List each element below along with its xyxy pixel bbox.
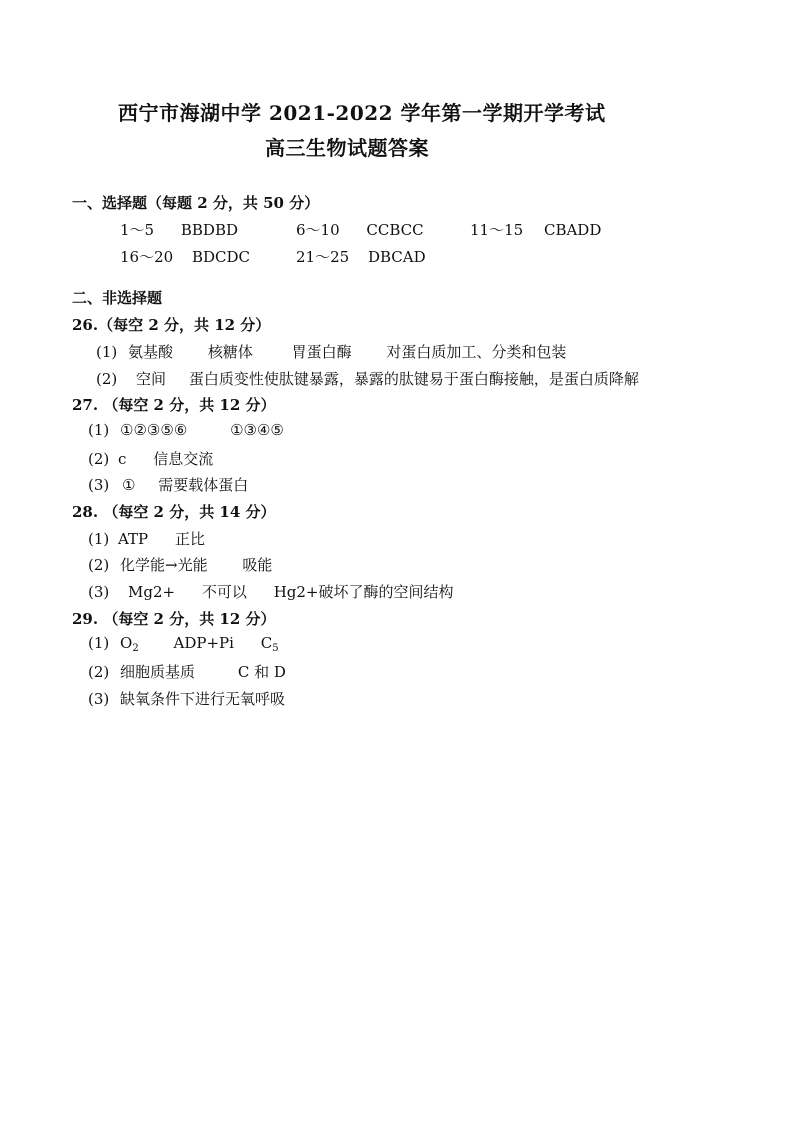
q28-line-3 (88, 581, 453, 602)
part-number: (1) (88, 530, 110, 548)
mc-range: 16～20 (120, 248, 174, 266)
part-number: (3) (88, 690, 110, 708)
mc-row-2b (296, 246, 426, 267)
answer-text (261, 634, 279, 652)
carbon-symbol: C (260, 634, 273, 652)
q28-line-1 (88, 528, 205, 549)
q29-heading: 29. （每空 2 分，共 12 分） (72, 610, 276, 628)
answer-text: ADP+Pi (173, 634, 234, 652)
mc-answer: CCBCC (366, 221, 424, 239)
q29-line-3 (88, 688, 285, 709)
mc-answer: DBCAD (367, 248, 426, 266)
answer-text: Mg2+ (128, 583, 176, 601)
part-number: (3) (88, 583, 110, 601)
answer-text: 需要载体蛋白 (158, 476, 249, 494)
section2-heading: 二、非选择题 (72, 289, 163, 307)
answer-text: 信息交流 (153, 450, 214, 468)
mc-range: 21～25 (296, 248, 350, 266)
answer-text: 对蛋白质加工、分类和包装 (386, 343, 567, 361)
answer-text: ①②③⑤⑥ (120, 421, 188, 439)
part-number: (1) (88, 634, 110, 652)
mc-answer: BBDBD (180, 221, 238, 239)
q29-line-2 (88, 661, 286, 682)
section1-heading: 一、选择题（每题 2 分，共 50 分） (72, 194, 320, 212)
answer-text: 化学能→光能 (120, 556, 208, 574)
q29-line-1 (88, 634, 279, 654)
answer-text: 空间 (136, 370, 167, 388)
q27-heading: 27. （每空 2 分，共 12 分） (72, 396, 276, 414)
answer-text: C 和 D (237, 663, 286, 681)
answer-text: 正比 (174, 530, 205, 548)
answer-text: 蛋白质变性使肽键暴露，暴露的肽键易于蛋白酶接触，是蛋白质降解 (188, 370, 639, 388)
part-number: (2) (96, 370, 118, 388)
q26-line-2 (96, 368, 639, 389)
mc-range: 11～15 (470, 221, 524, 239)
part-number: (2) (88, 663, 110, 681)
mc-range: 1～5 (120, 221, 155, 239)
answer-text: 氨基酸 (128, 343, 174, 361)
part-number: (2) (88, 450, 110, 468)
mc-answer: BDCDC (191, 248, 250, 266)
q27-line-2 (88, 448, 213, 469)
mc-row-1c (470, 219, 601, 240)
mc-answer: CBADD (543, 221, 602, 239)
q26-line-1 (96, 341, 566, 362)
part-number: (1) (96, 343, 118, 361)
mc-row-2 (120, 246, 250, 267)
q27-line-1 (88, 421, 284, 439)
part-number: (3) (88, 476, 110, 494)
answer-text: ① (122, 476, 136, 494)
page-subtitle: 高三生物试题答案 (265, 136, 429, 160)
mc-row-1 (120, 219, 238, 240)
answer-text: 不可以 (201, 583, 247, 601)
answer-text (120, 634, 139, 652)
answer-text: 细胞质基质 (120, 663, 196, 681)
page-title: 西宁市海湖中学 2021-2022 学年第一学期开学考试 (118, 101, 606, 125)
q26-heading: 26.（每空 2 分，共 12 分） (72, 316, 271, 334)
answer-text: ①③④⑤ (230, 421, 284, 439)
q27-line-3 (88, 474, 248, 495)
subscript: 5 (272, 643, 279, 654)
q28-line-2 (88, 554, 272, 575)
subscript: 2 (132, 643, 139, 654)
q28-heading: 28. （每空 2 分，共 14 分） (72, 503, 276, 521)
answer-text: ATP (118, 530, 149, 548)
answer-text: 核糖体 (207, 343, 253, 361)
answer-text: c (118, 450, 127, 468)
mc-row-1b (296, 219, 424, 240)
part-number: (1) (88, 421, 110, 439)
part-number: (2) (88, 556, 110, 574)
answer-text: 吸能 (242, 556, 273, 574)
oxygen-symbol: O (120, 634, 133, 652)
answer-text: 胃蛋白酶 (291, 343, 352, 361)
answer-text: Hg2+破坏了酶的空间结构 (273, 583, 454, 601)
mc-range: 6～10 (296, 221, 340, 239)
answer-text: 缺氧条件下进行无氧呼吸 (120, 690, 286, 708)
